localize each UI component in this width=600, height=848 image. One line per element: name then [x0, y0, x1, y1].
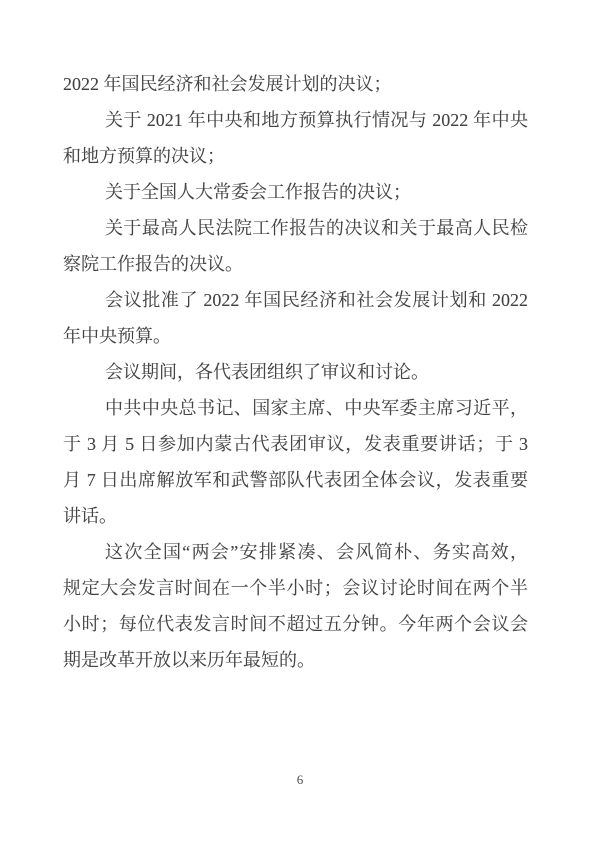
text-line: 规定大会发言时间在一个半小时；会议讨论时间在两个半 — [63, 578, 528, 598]
document-body — [63, 66, 528, 678]
text-line: 年中央预算。 — [63, 326, 171, 346]
text-line: 于 3 月 5 日参加内蒙古代表团审议，发表重要讲话；于 3 — [63, 434, 528, 454]
page-number: 6 — [296, 772, 304, 787]
text-line: 察院工作报告的决议。 — [63, 254, 243, 274]
text-line: 这次全国“两会”安排紧凑、会风简朴、务实高效， — [105, 542, 528, 562]
text-line: 2022 年国民经济和社会发展计划的决议； — [63, 74, 392, 94]
text-line: 关于全国人大常委会工作报告的决议； — [105, 182, 411, 202]
text-line: 讲话。 — [63, 506, 117, 526]
text-line: 关于 2021 年中央和地方预算执行情况与 2022 年中央 — [105, 110, 528, 130]
text-line: 会议批准了 2022 年国民经济和社会发展计划和 2022 — [105, 290, 528, 310]
text-line: 期是改革开放以来历年最短的。 — [63, 650, 315, 670]
text-line: 月 7 日出席解放军和武警部队代表团全体会议，发表重要 — [63, 470, 528, 490]
text-line: 和地方预算的决议； — [63, 146, 225, 166]
text-line: 中共中央总书记、国家主席、中央军委主席习近平， — [105, 398, 528, 418]
text-line: 会议期间，各代表团组织了审议和讨论。 — [105, 362, 429, 382]
text-line: 小时；每位代表发言时间不超过五分钟。今年两个会议会 — [63, 614, 528, 634]
text-line: 关于最高人民法院工作报告的决议和关于最高人民检 — [105, 218, 528, 238]
